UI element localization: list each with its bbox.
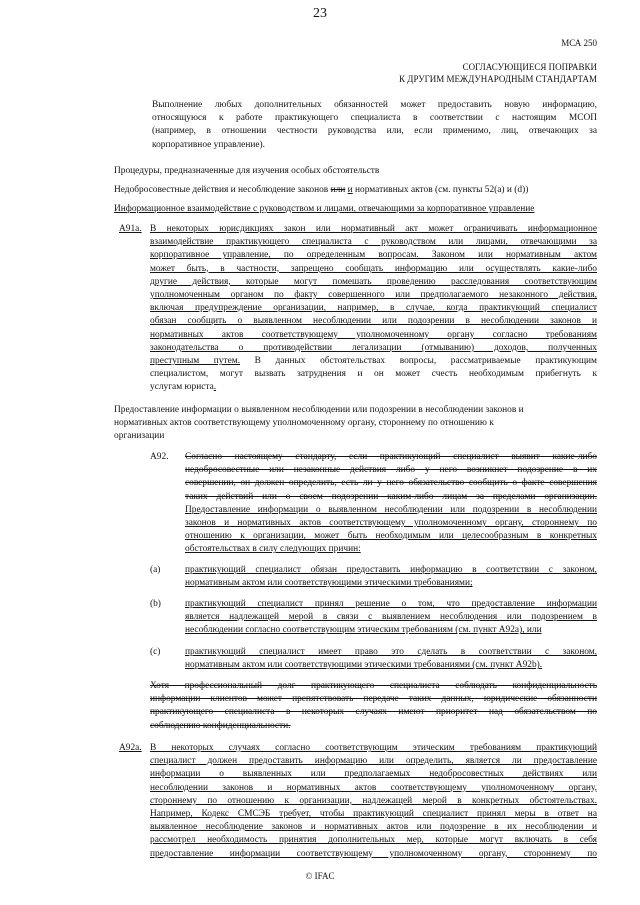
list-item-line: практикующий специалист принял решение о том, что предоставление информации [185,599,597,609]
paragraph-line: В некоторых юрисдикциях закон или нормативный акт может ограничивать информационное [150,224,597,234]
intro-paragraph [152,99,597,152]
paragraph-line: специалист должен предоставить информацию или определить, является ли предоставление [150,756,597,767]
list-item-label: (b) [150,599,161,609]
intro-line: Выполнение любых дополнительных обязанностей может предоставить новую информацию, [152,100,597,110]
amendments-header-line: СОГЛАСУЮЩИЕСЯ ПОПРАВКИ [462,62,597,72]
plain-text: В данных обстоятельствах вопросы, рассматриваемые практикующим [240,356,597,366]
paragraph-label: A92. [150,452,169,462]
paragraph-line: взаимодействие практикующего специалиста с руководством или лицами, отвечающими за [150,237,597,248]
list-item-line: практикующий специалист имеет право это сделать в соответствии с законом, [185,647,597,657]
inserted-line: обстоятельствах в силу следующих причин: [185,544,361,555]
paragraph-line [150,355,597,368]
paragraph-line: рассмотрел необходимость принятия дополнительных мер, которые могут включать в себя [150,835,597,846]
paragraph-a91a-continuation [150,355,597,395]
reporting-heading-line: организации [114,431,165,442]
list-item-line: нормативным актом или соответствующими этическими требованиями; [185,578,473,589]
list-item-label: (a) [150,565,161,575]
intro-line: относящуюся к работе практикующего специалиста в соответствии с настоящим МСОП [152,113,597,124]
list-item-line: несоблюдении согласно соответствующим этическим требованиям (см. пункт A92a), или [185,625,542,636]
paragraph-line: уполномоченным органом по факту совершенного или предполагаемого незаконного действия, [150,290,597,301]
list-item-c [150,646,597,672]
paragraph-line: нормативных актов соответствующему уполномоченному органу согласно требованиям [150,329,597,340]
deleted-line: Согласно настоящему стандарту, если практикующий специалист выявит какие-либо [185,452,597,462]
misconduct-heading-text: Недобросовестные действия и несоблюдение законов [114,185,331,195]
deleted-line: соблюдению конфиденциальности. [150,720,291,731]
deleted-line: практикующего специалиста в некоторых случаях имеют приоритет над обязательством по [150,707,597,718]
list-item-b [150,598,597,638]
paragraph-line: выявленное несоблюдение законов и нормативных актов или подозрение в их несоблюдении и [150,822,597,833]
list-item-label: (c) [150,647,161,657]
deleted-line: совершении, он должен определить, есть ли у него обязательство сообщить о факте совершения [185,478,597,489]
list-item-body [185,564,597,590]
paragraph-line: информации о выявленных или предполагаемых недобросовестных действиях или [150,769,597,780]
paragraph-line [150,381,597,394]
paragraph-label: A91a. [119,224,142,234]
paragraph-line: предоставление информации соответствующему уполномоченному органу, стороннему по [150,848,597,859]
paragraph-line: может быть, в частности, запрещено сообщать информацию или осуществлять какие-либо [150,263,597,274]
paragraph-line: В некоторых случаях согласно соответствующим этическим требованиям практикующий [150,743,597,753]
paragraph-line: несоблюдении законов и нормативных актов соответствующему уполномоченному органу, [150,782,597,793]
paragraph-line: обязан сообщить о выявленном несоблюдении или подозрении в несоблюдении законов и [150,316,597,327]
page-number: 23 [313,6,327,21]
list-item-line: является надлежащей мерой в связи с выявлением несоблюдения или подозрением в [185,612,597,623]
reporting-heading-line: Предоставление информации о выявленном несоблюдении или подозрении в несоблюдении законов и [114,405,524,415]
intro-line: корпоративное управление). [152,139,265,150]
communication-heading: Информационное взаимодействие с руководством и лицами, отвечающими за корпоративное управление [114,204,535,214]
list-item-body [185,646,597,672]
paragraph-line: другие действия, которые могут помешать проведению расследования соответствующим [150,276,597,287]
inserted-line: отношению к организации, может быть необходимым или целесообразным в конкретных [185,531,597,542]
paragraph-body [150,742,597,861]
deleted-line: таких действий или о своем подозрении каким-либо лицам за пределами организации. [185,491,597,502]
paragraph-line: включая предупреждение организации, например, в случае, когда практикующий специалист [150,303,597,314]
list-item-line: нормативным актом или соответствующими этическими требованиями (см. пункт A92b). [185,660,543,671]
deleted-line: недобросовестные или незаконные действия либо у него возникнет подозрение в их [185,465,597,476]
deleted-line: Хотя профессиональный долг практикующего специалиста соблюдать конфиденциальность [150,681,597,691]
amendments-header [399,61,597,85]
reporting-heading [114,404,597,444]
paragraph-a91a [119,223,597,355]
misconduct-heading-text: нормативных актов (см. пункты 52(a) и (d)) [352,185,529,195]
deleted-word: или [330,185,346,195]
list-item-line: практикующий специалист обязан предоставить информацию в соответствии с законом, [185,565,597,575]
paragraph-label: A92a. [119,743,142,753]
paragraph-a92 [150,451,597,557]
intro-line: (например, в отношении честности руководства или, если применимо, лиц, отвечающих за [152,126,597,137]
inserted-line: Предоставление информации о выявленном несоблюдении или подозрении в несоблюдении [185,504,597,515]
paragraph-line: законодательства о противодействии легализации (отмыванию) доходов, полученных [150,342,597,353]
inserted-word: и [347,185,353,195]
inserted-text: . [213,382,217,393]
list-item-a [150,564,597,590]
paragraph-body [185,451,597,557]
paragraph-a92a [119,742,597,861]
paragraph-line: корпоративное управление, по определенным вопросам. Законом или нормативным актом [150,250,597,261]
procedures-heading: Процедуры, предназначенные для изучения особых обстоятельств [114,166,380,176]
plain-text: услугам юриста [150,382,214,393]
paragraph-line: стороннему по отношению к организации, надлежащей мерой в конкретных обстоятельствах. [150,795,597,806]
standard-code: МСА 250 [561,38,597,48]
inserted-text: преступным путем. [150,356,241,366]
inserted-line: законов и нормативных актов соответствующему уполномоченному органу, стороннему по [185,518,597,529]
deleted-paragraph [150,680,597,733]
copyright-footer: © IFAC [305,871,335,881]
paragraph-line: Например, Кодекс СМСЭБ требует, чтобы практикующий специалист принял меры в ответ на [150,809,597,820]
reporting-heading-line: нормативных актов соответствующему уполномоченному органу, стороннему по отношению к [114,418,494,429]
misconduct-heading [114,184,597,197]
deleted-line: информации клиентов может препятствовать передаче таких данных, юридические обязанности [150,694,597,705]
paragraph-body [150,223,597,355]
amendments-header-line: К ДРУГИМ МЕЖДУНАРОДНЫМ СТАНДАРТАМ [399,74,597,84]
list-item-body [185,598,597,638]
paragraph-line: специалистом, могут вызвать затруднения и он может счесть необходимым прибегнуть к [150,369,597,380]
